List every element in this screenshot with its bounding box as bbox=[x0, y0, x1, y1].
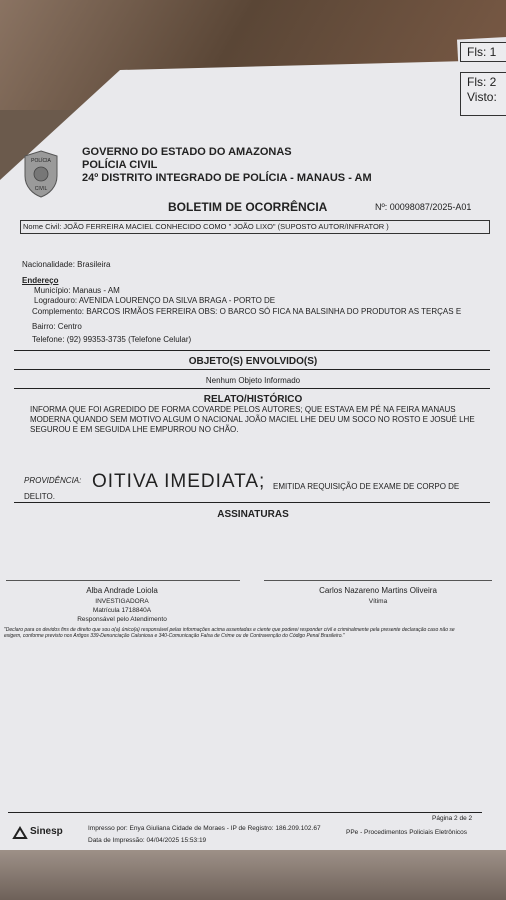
declaration-line-2: exigem, conforme previsto nos Artigos 339-Denunciação Caluniosa e 340-Comunicação Falsa de Crime ou de Contravenção do Código Penal Brasileiro." bbox=[4, 633, 345, 639]
stamp-fls-1: Fls: 1 bbox=[460, 42, 506, 62]
divider-relato-top bbox=[14, 388, 490, 389]
municipality: Município: Manaus - AM bbox=[34, 286, 120, 295]
stamp-fls-2-label: Fls: 2 bbox=[467, 75, 497, 89]
declaration-line-1: "Declaro para os devidos fins de direito que sou o(a) único(a) responsável pelas informações acima assentadas e ciente que poderei responder civil e criminalmente pela presente declaração caso não se bbox=[4, 627, 455, 633]
measures-label: PROVIDÊNCIA: bbox=[24, 476, 82, 485]
document-title: BOLETIM DE OCORRÊNCIA bbox=[168, 200, 328, 214]
police-badge-icon bbox=[22, 150, 60, 198]
system-name: PPe - Procedimentos Policiais Eletrônicos bbox=[346, 829, 468, 836]
divider-assinaturas bbox=[14, 502, 490, 503]
signer-right-role: Vítima bbox=[368, 598, 388, 605]
footer-divider bbox=[8, 812, 482, 813]
sinesp-logo-icon bbox=[12, 826, 28, 842]
signature-line-right bbox=[264, 580, 492, 581]
print-date: Data de Impressão: 04/04/2025 15:53:19 bbox=[88, 837, 207, 844]
report-line-3: SEGUROU E EM SEGUIDA LHE EMPURROU NO CHÃO. bbox=[30, 425, 239, 434]
stamp-visto-label: Visto: bbox=[467, 90, 497, 104]
header-line-1: GOVERNO DO ESTADO DO AMAZONAS bbox=[82, 146, 292, 158]
divider-objetos-top bbox=[14, 350, 490, 351]
sinesp-logo-text: Sinesp bbox=[30, 826, 63, 837]
measures-line-2: DELITO. bbox=[24, 492, 55, 501]
badge-text-bottom: CIVIL bbox=[34, 186, 48, 192]
stamp-fls-2 bbox=[460, 72, 506, 116]
objects-text: Nenhum Objeto Informado bbox=[205, 376, 301, 385]
measures-rest: EMITIDA REQUISIÇÃO DE EXAME DE CORPO DE bbox=[273, 482, 460, 491]
signer-left-registration: Matrícula 1718840A bbox=[92, 607, 152, 614]
signature-line-left bbox=[6, 580, 240, 581]
printed-by: Impresso por: Enya Giuliana Cidade de Moraes - IP de Registro: 186.209.102.67 bbox=[88, 825, 321, 832]
name-box bbox=[20, 220, 490, 234]
sinesp-logo bbox=[12, 824, 72, 844]
neighborhood: Bairro: Centro bbox=[32, 322, 82, 331]
signer-left-responsibility: Responsável pelo Atendimento bbox=[77, 616, 167, 623]
page-number: Página 2 de 2 bbox=[432, 815, 473, 822]
report-line-2: MODERNA QUANDO SEM MOTIVO ALGUM O NACIONAL JOÃO MACIEL LHE DEU UM SOCO NO ROSTO E JOSUÉ LHE bbox=[30, 415, 475, 424]
measures-main: OITIVA IMEDIATA; bbox=[92, 471, 266, 492]
signatures-title: ASSINATURAS bbox=[217, 509, 289, 520]
street: Logradouro: AVENIDA LOURENÇO DA SILVA BRAGA - PORTO DE bbox=[34, 296, 276, 305]
signer-left-name: Alba Andrade Loiola bbox=[86, 586, 158, 595]
occurrence-number: Nº: 00098087/2025-A01 bbox=[375, 202, 472, 212]
address-label: Endereço bbox=[22, 276, 59, 285]
nationality: Nacionalidade: Brasileira bbox=[22, 260, 111, 269]
header-line-3: 24º DISTRITO INTEGRADO DE POLÍCIA - MANAUS - AM bbox=[82, 172, 372, 184]
report-title: RELATO/HISTÓRICO bbox=[203, 394, 303, 405]
header-line-2: POLÍCIA CIVIL bbox=[82, 159, 158, 171]
signer-left-role: INVESTIGADORA bbox=[95, 598, 149, 605]
address-complement: Complemento: BARCOS IRMÃOS FERREIRA OBS: O BARCO SÓ FICA NA BALSINHA DO PRODUTOR AS TERÇAS E bbox=[32, 307, 462, 316]
phone: Telefone: (92) 99353-3735 (Telefone Celular) bbox=[32, 335, 192, 344]
signer-right-name: Carlos Nazareno Martins Oliveira bbox=[319, 586, 437, 595]
name-line: Nome Civil: JOÃO FERREIRA MACIEL CONHECIDO COMO " JOÃO LIXO" (SUPOSTO AUTOR/INFRATOR ) bbox=[23, 222, 389, 231]
divider-objetos-bottom bbox=[14, 369, 490, 370]
report-line-1: INFORMA QUE FOI AGREDIDO DE FORMA COVARDE PELOS AUTORES; QUE ESTAVA EM PÉ NA FEIRA MANAUS bbox=[30, 405, 456, 414]
objects-title: OBJETO(S) ENVOLVIDO(S) bbox=[188, 356, 318, 367]
badge-text-top: POLÍCIA bbox=[31, 158, 51, 164]
